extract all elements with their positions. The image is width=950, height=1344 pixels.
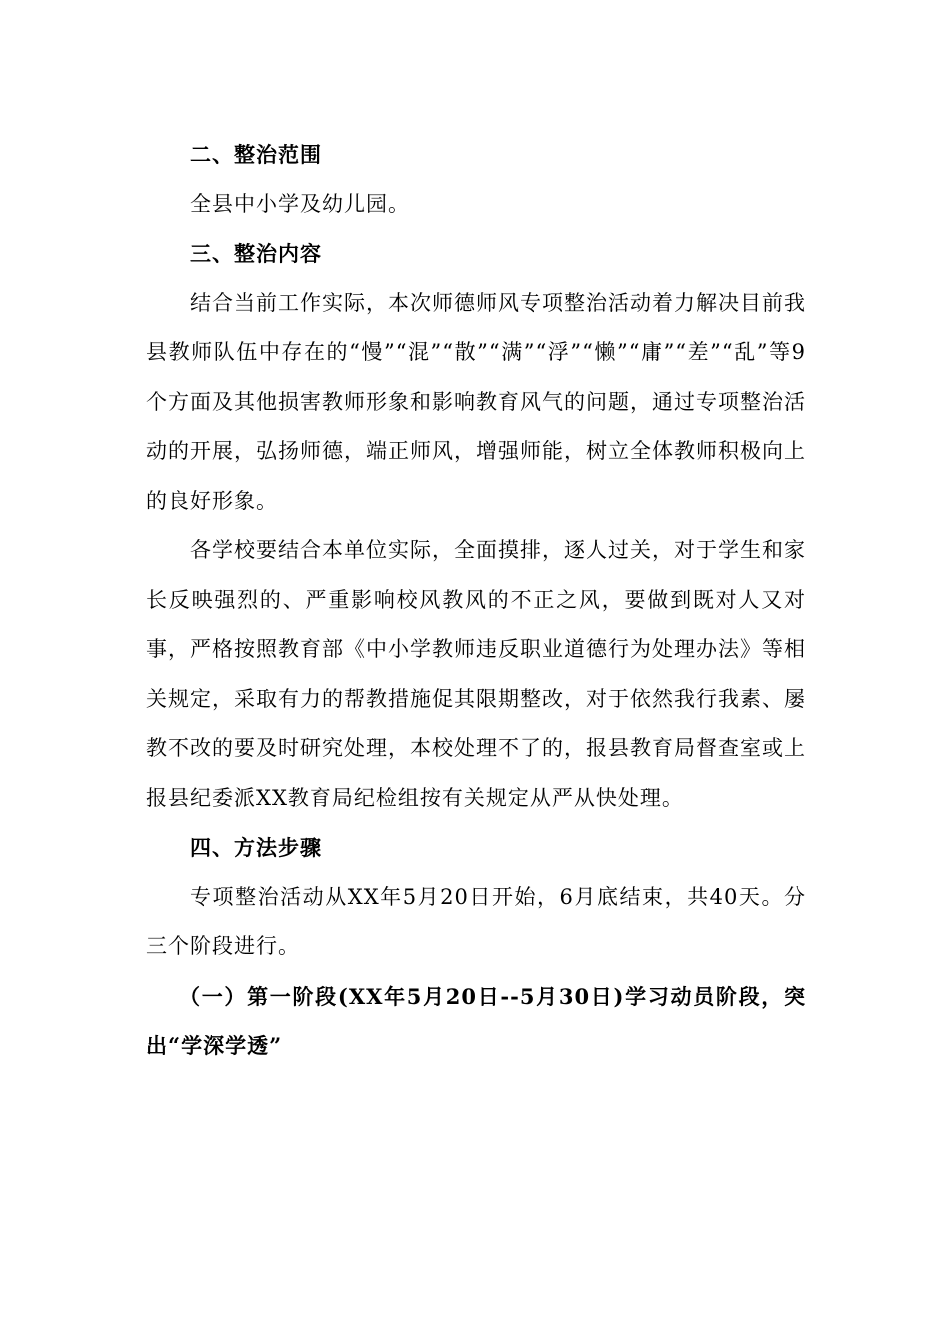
document-body [146,130,806,1071]
subheading-stage-one: （一）第一阶段(XX年5月20日--5月30日)学习动员阶段，突出“学深学透” [146,983,806,1058]
section-heading-scope: 二、整治范围 [190,142,322,167]
paragraph-content-2: 各学校要结合本单位实际，全面摸排，逐人过关，对于学生和家长反映强烈的、严重影响校风教风的不正之风，要做到既对人又对事，严格按照教育部《中小学教师违反职业道德行为处理办法》等相关规定，采取有力的帮教措施促其限期整改，对于依然我行我素、屡教不改的要及时研究处理，本校处理不了的，报县教育局督查室或上报县纪委派XX教育局纪检组按有关规定从严从快处理。 [146,538,806,810]
section-heading-content: 三、整治内容 [190,241,322,266]
paragraph-methods: 专项整治活动从XX年5月20日开始，6月底结束，共40天。分三个阶段进行。 [146,884,806,958]
paragraph-scope: 全县中小学及幼儿园。 [190,191,410,216]
section-heading-methods: 四、方法步骤 [190,835,322,860]
paragraph-content-1: 结合当前工作实际，本次师德师风专项整治活动着力解决目前我县教师队伍中存在的“慢”“混”“散”“满”“浮”“懒”“庸”“差”“乱”等9个方面及其他损害教师形象和影响教育风气的问题，通过专项整治活动的开展，弘扬师德，端正师风，增强师能，树立全体教师积极向上的良好形象。 [146,290,806,513]
